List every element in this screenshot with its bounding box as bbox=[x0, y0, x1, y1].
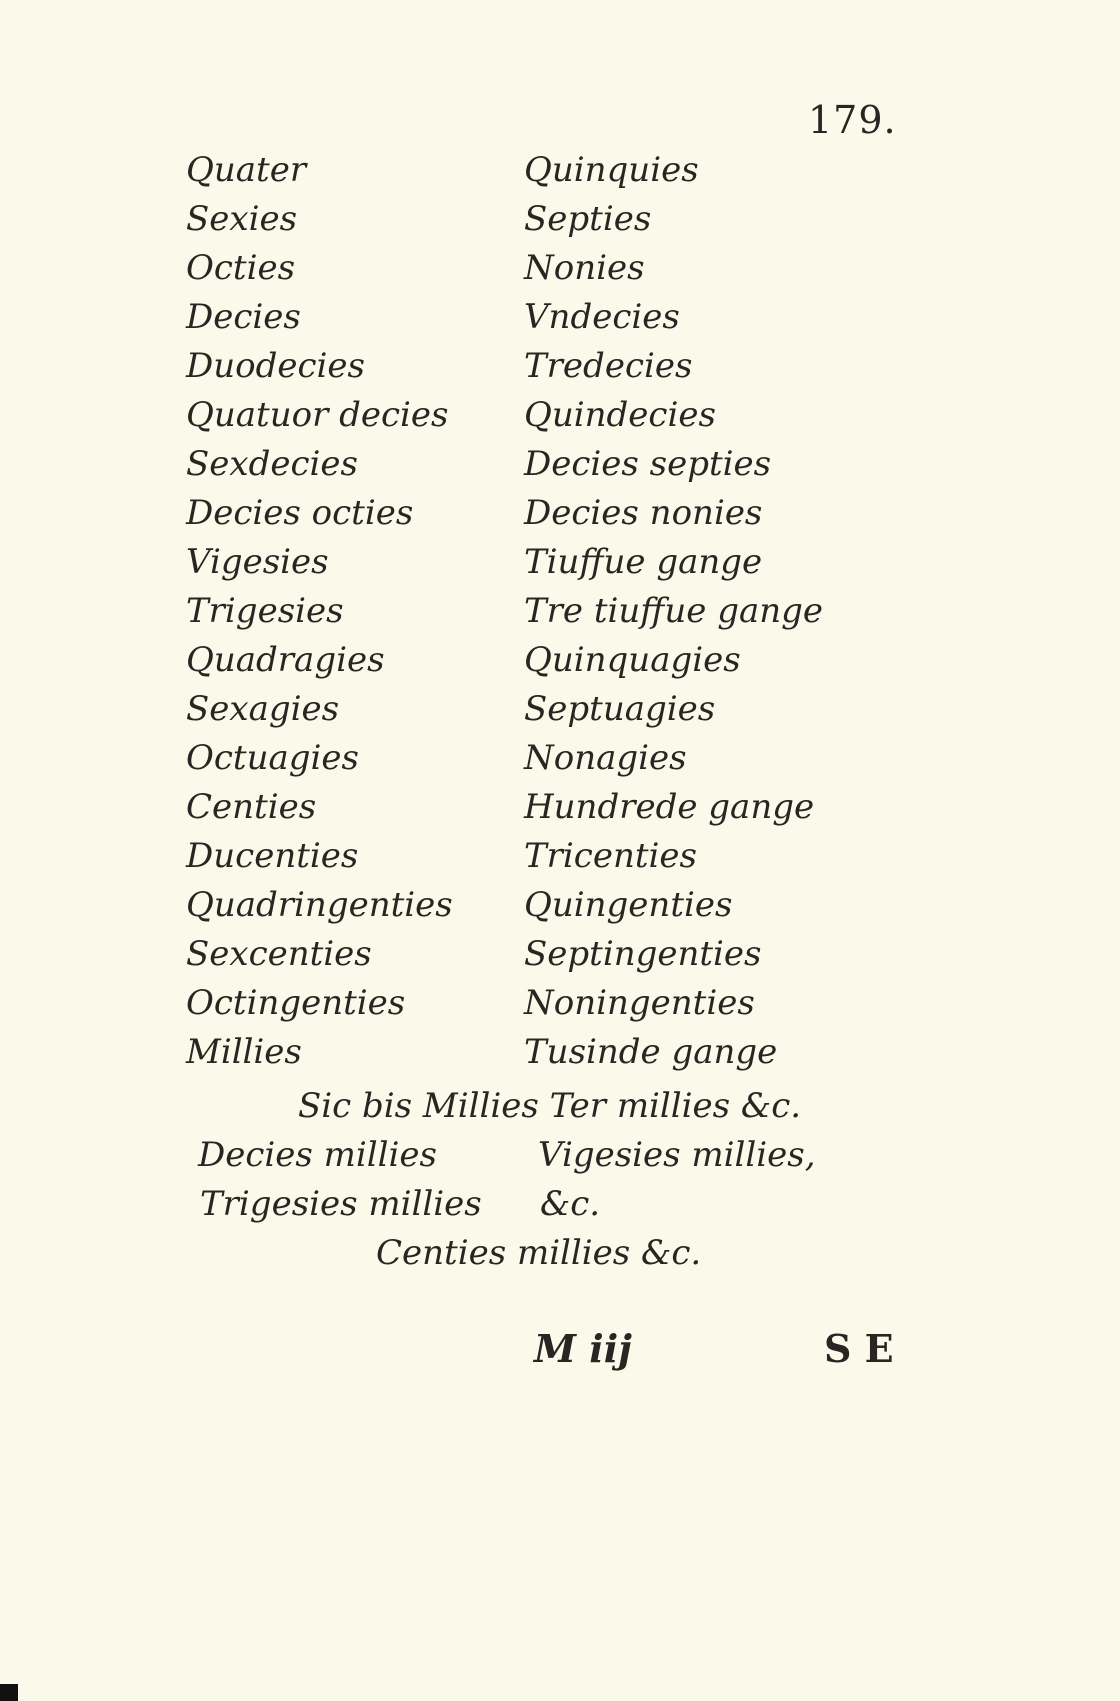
list-item: Vndecies bbox=[524, 297, 680, 337]
list-item: Quadringenties bbox=[186, 885, 453, 925]
list-item: Quinquies bbox=[524, 150, 699, 190]
etc-line: &c. bbox=[540, 1184, 601, 1224]
list-item: Noningenties bbox=[524, 983, 755, 1023]
list-item: Centies bbox=[186, 787, 317, 827]
signature-mark: M iij bbox=[534, 1326, 632, 1371]
list-item: Quadragies bbox=[186, 640, 385, 680]
list-item: Trigesies bbox=[186, 591, 344, 631]
list-item: Octuagies bbox=[186, 738, 359, 778]
list-item: Duodecies bbox=[186, 346, 365, 386]
list-item: Nonies bbox=[524, 248, 645, 288]
list-item: Decies nonies bbox=[524, 493, 763, 533]
list-item: Decies septies bbox=[524, 444, 772, 484]
right-column bbox=[524, 146, 823, 1077]
list-item: Octingenties bbox=[186, 983, 406, 1023]
list-item: Hundrede gange bbox=[524, 787, 815, 827]
centies-millies-line: Centies millies &c. bbox=[376, 1233, 702, 1273]
vigesies-millies-line: Vigesies millies, bbox=[538, 1135, 816, 1175]
list-item: Quater bbox=[186, 150, 307, 190]
list-item: Decies bbox=[186, 297, 301, 337]
list-item: Quinquagies bbox=[524, 640, 741, 680]
list-item: Quatuor decies bbox=[186, 395, 449, 435]
list-item: Tricenties bbox=[524, 836, 697, 876]
list-item: Ducenties bbox=[186, 836, 359, 876]
list-item: Vigesies bbox=[186, 542, 329, 582]
list-item: Octies bbox=[186, 248, 296, 288]
catchword: S E bbox=[824, 1326, 894, 1371]
scan-edge-mark bbox=[0, 1684, 18, 1701]
sic-bis-millies-line: Sic bis Millies Ter millies &c. bbox=[298, 1086, 802, 1126]
list-item: Sexagies bbox=[186, 689, 340, 729]
list-item: Septingenties bbox=[524, 934, 762, 974]
list-item: Quingenties bbox=[524, 885, 733, 925]
page-number: 179. bbox=[808, 98, 897, 142]
list-item: Tre tiuffue gange bbox=[524, 591, 824, 631]
decies-millies-line: Decies millies bbox=[198, 1135, 437, 1175]
list-item: Tredecies bbox=[524, 346, 693, 386]
list-item: Tusinde gange bbox=[524, 1032, 778, 1072]
list-item: Millies bbox=[186, 1032, 302, 1072]
list-item: Quindecies bbox=[524, 395, 716, 435]
list-item: Sexdecies bbox=[186, 444, 358, 484]
trigesies-millies-line: Trigesies millies bbox=[200, 1184, 482, 1224]
list-item: Tiuffue gange bbox=[524, 542, 763, 582]
list-item: Sexies bbox=[186, 199, 298, 239]
list-item: Nonagies bbox=[524, 738, 687, 778]
list-item: Septuagies bbox=[524, 689, 716, 729]
list-item: Septies bbox=[524, 199, 652, 239]
list-item: Sexcenties bbox=[186, 934, 372, 974]
left-column bbox=[186, 146, 453, 1077]
list-item: Decies octies bbox=[186, 493, 414, 533]
